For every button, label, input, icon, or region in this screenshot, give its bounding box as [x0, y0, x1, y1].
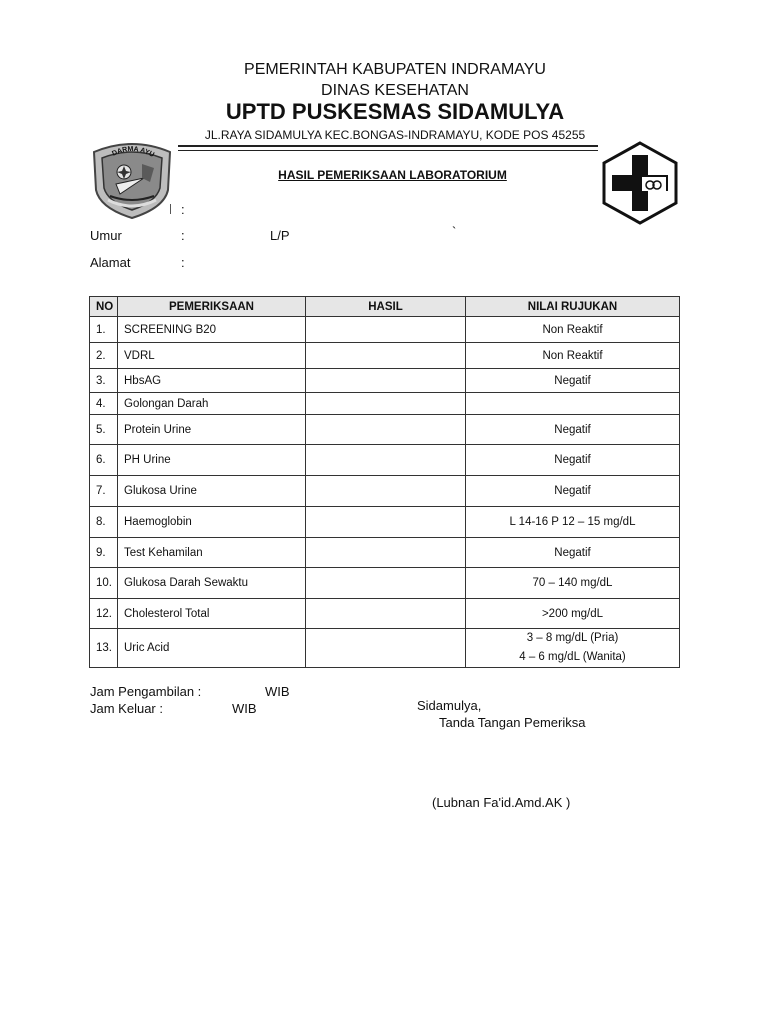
table-row: [90, 599, 680, 629]
row-result[interactable]: [306, 629, 466, 668]
row-result[interactable]: [306, 317, 466, 343]
release-time-unit: WIB: [232, 701, 257, 716]
collection-time-label: Jam Pengambilan :: [90, 684, 202, 699]
row-reference: >200 mg/dL: [466, 599, 680, 629]
table-row: [90, 393, 680, 415]
lab-results-table: [89, 296, 680, 668]
col-header-hasil: HASIL: [306, 297, 466, 317]
address-label: Alamat: [90, 255, 131, 270]
row-test: VDRL: [118, 343, 306, 369]
row-no: 9.: [90, 538, 118, 568]
row-result[interactable]: [306, 538, 466, 568]
table-row: [90, 445, 680, 476]
row-reference: [466, 629, 680, 668]
darma-ayu-crest-icon: [86, 138, 178, 220]
row-reference: Non Reaktif: [466, 317, 680, 343]
header-department: DINAS KESEHATAN: [321, 82, 469, 99]
examiner-name: (Lubnan Fa'id.Amd.AK ): [432, 795, 571, 810]
row-no: 3.: [90, 369, 118, 393]
row-no: 4.: [90, 393, 118, 415]
col-header-pemeriksaan: PEMERIKSAAN: [118, 297, 306, 317]
name-colon: :: [181, 202, 185, 217]
age-colon: :: [181, 228, 185, 243]
gender-label: L/P: [270, 228, 290, 243]
row-test: Glukosa Darah Sewaktu: [118, 568, 306, 599]
crest-text: DARMA AYU: [111, 145, 156, 159]
signature-place: Sidamulya,: [417, 698, 482, 713]
row-test: Golongan Darah: [118, 393, 306, 415]
header-divider-thick: [178, 145, 598, 147]
row-no: 13.: [90, 629, 118, 668]
reference-female: 4 – 6 mg/dL (Wanita): [519, 651, 626, 663]
collection-time-unit: WIB: [265, 684, 290, 699]
table-row: [90, 415, 680, 445]
row-reference: Negatif: [466, 476, 680, 507]
row-result[interactable]: [306, 415, 466, 445]
row-result[interactable]: [306, 343, 466, 369]
row-test: PH Urine: [118, 445, 306, 476]
row-reference: Negatif: [466, 538, 680, 568]
row-reference: Negatif: [466, 445, 680, 476]
table-row: [90, 343, 680, 369]
row-no: 8.: [90, 507, 118, 538]
row-result[interactable]: [306, 507, 466, 538]
release-time-label: Jam Keluar :: [90, 701, 163, 716]
address-colon: :: [181, 255, 185, 270]
table-header-row: [90, 297, 680, 317]
col-header-nilai-rujukan: NILAI RUJUKAN: [466, 297, 680, 317]
row-reference: Negatif: [466, 369, 680, 393]
row-result[interactable]: [306, 599, 466, 629]
row-test: Glukosa Urine: [118, 476, 306, 507]
col-header-no: NO: [90, 297, 118, 317]
table-row: [90, 507, 680, 538]
row-result[interactable]: [306, 568, 466, 599]
row-no: 10.: [90, 568, 118, 599]
row-test: HbsAG: [118, 369, 306, 393]
row-reference: 70 – 140 mg/dL: [466, 568, 680, 599]
table-row: [90, 317, 680, 343]
table-row: [90, 476, 680, 507]
row-test: Test Kehamilan: [118, 538, 306, 568]
header-institution: UPTD PUSKESMAS SIDAMULYA: [225, 99, 565, 124]
row-reference: L 14-16 P 12 – 15 mg/dL: [466, 507, 680, 538]
row-no: 7.: [90, 476, 118, 507]
row-no: 12.: [90, 599, 118, 629]
row-no: 5.: [90, 415, 118, 445]
row-no: 2.: [90, 343, 118, 369]
row-result[interactable]: [306, 445, 466, 476]
row-test: SCREENING B20: [118, 317, 306, 343]
row-test: Haemoglobin: [118, 507, 306, 538]
name-field-mark: [170, 204, 171, 214]
document-title: HASIL PEMERIKSAAN LABORATORIUM: [278, 168, 507, 182]
table-row: [90, 568, 680, 599]
table-row: [90, 538, 680, 568]
row-test: Protein Urine: [118, 415, 306, 445]
row-test: Cholesterol Total: [118, 599, 306, 629]
row-reference: [466, 393, 680, 415]
row-reference: Non Reaktif: [466, 343, 680, 369]
table-row: [90, 369, 680, 393]
row-result[interactable]: [306, 393, 466, 415]
header-address: JL.RAYA SIDAMULYA KEC.BONGAS-INDRAMAYU, KODE POS 45255: [204, 128, 586, 142]
stray-tick-mark: `: [452, 224, 457, 239]
row-result[interactable]: [306, 369, 466, 393]
row-result[interactable]: [306, 476, 466, 507]
table-row: [90, 629, 680, 668]
row-reference: Negatif: [466, 415, 680, 445]
age-label: Umur: [90, 228, 122, 243]
header-government: PEMERINTAH KABUPATEN INDRAMAYU: [244, 61, 546, 78]
row-test: Uric Acid: [118, 629, 306, 668]
puskesmas-cross-icon: [598, 141, 682, 225]
row-no: 1.: [90, 317, 118, 343]
signature-label: Tanda Tangan Pemeriksa: [439, 715, 586, 730]
header-divider-thin: [178, 150, 598, 151]
row-no: 6.: [90, 445, 118, 476]
reference-male: 3 – 8 mg/dL (Pria): [526, 632, 619, 644]
